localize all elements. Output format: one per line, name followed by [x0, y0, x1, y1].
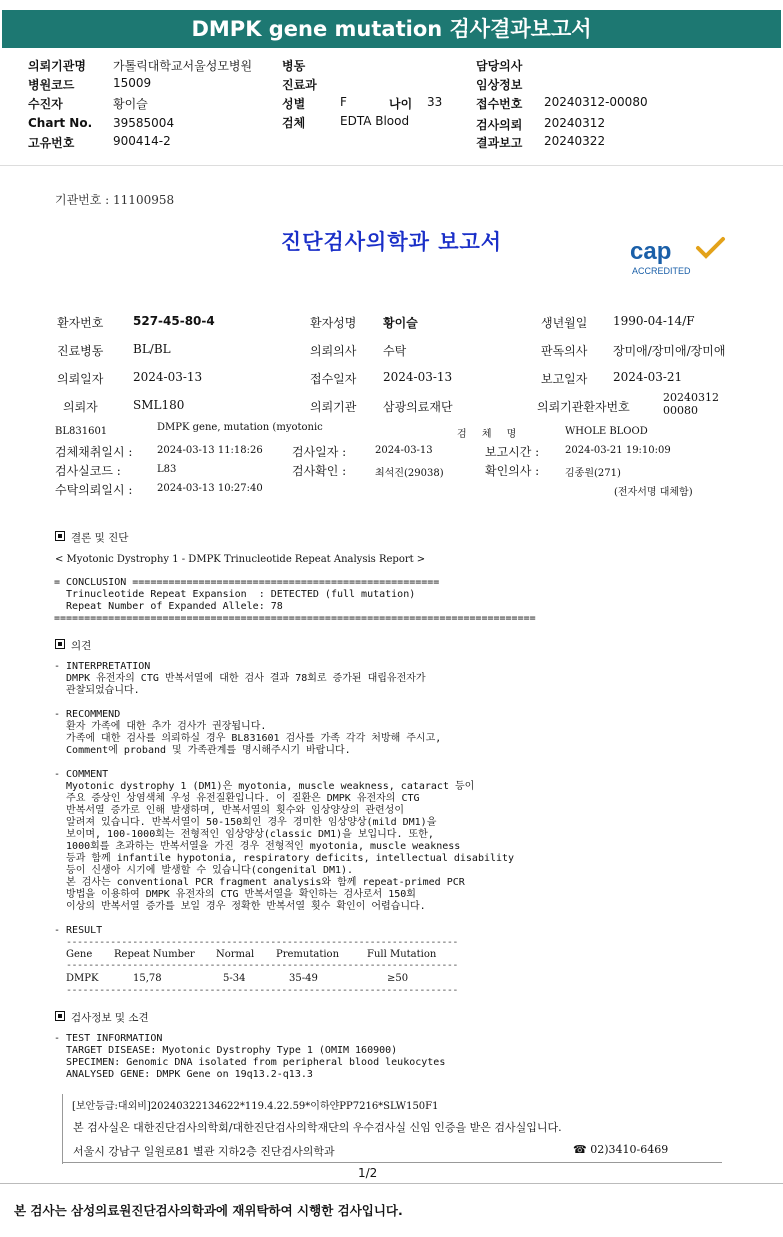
field-label: 의뢰기관환자번호 [537, 400, 630, 414]
result-header-normal: Normal [216, 949, 255, 960]
section-heading: 검사정보 및 소견 [55, 1010, 149, 1025]
result-cell: 15,78 [133, 973, 162, 984]
field-value: 최석진(29038) [375, 468, 444, 479]
footer-note: 본 검사는 삼성의료원진단검사의학과에 재위탁하여 시행한 검사입니다. [14, 1203, 403, 1218]
interpretation-block: - INTERPRETATION DMPK 유전자의 CTG 반복서열에 대한 검사 결과 78회로 증가된 대립유전자가 관찰되었습니다. [54, 661, 426, 696]
result-header-gene: Gene [66, 949, 93, 960]
field-label: 환자성명 [310, 316, 357, 330]
result-rule: ----------------------------------------------------------------------- [66, 985, 458, 996]
field-value: 2024-03-13 10:27:40 [157, 483, 263, 494]
field-value: 2024-03-13 [383, 370, 453, 384]
comment-block: - COMMENT Myotonic dystrophy 1 (DM1)은 myotonia, muscle weakness, cataract 등이 주요 증상인 상염색체 우성 유전질환입니다. 이 질환은 DMPK 유전자의 CTG 반복서열 증가로 인해 발생하며, 반복서열의 횟수와 임상양상의 관련성이 알려져 있습니다. 반복서열이 50-150회인 경우 경미한 임상양상(mild DM1)을 보이며, 100-1000회는 전형적인 임상양상(classic DM1)을 보입니다. 또한, 1000회를 초과하는 반복서열을 가진 경우 전형적인 myotonia, muscle weakness 등과 함께 infantile hypotonia, respiratory deficits, intellectual disability 등이 신생아 시기에 발생할 수 있습니다(congenital DM1). 본 검사는 conventional PCR fragment analysis와 함께 repeat-primed PCR 방법을 이용하여 DMPK 유전자의 CTG 반복서열을 확인하는 검사로서 150회 이상의 반복서열 증가를 보일 경우 정확한 반복서열 횟수 확인이 어렵습니다. [54, 769, 515, 912]
field-value: 2024-03-13 [133, 370, 203, 384]
test-name: DMPK gene, mutation (myotonic [157, 422, 323, 433]
header-value: 가톨릭대학교서울성모병원 [113, 59, 253, 73]
field-value: 김종원(271) [565, 468, 621, 479]
field-value: 장미애/장미애/장미애 [613, 344, 726, 358]
institution-number: 기관번호 : 11100958 [55, 193, 175, 207]
field-value: 2024-03-13 [375, 445, 433, 456]
result-cell: DMPK [66, 973, 99, 984]
field-label: 검체채취일시 : [55, 445, 133, 459]
header-label: 진료과 [282, 78, 317, 92]
header-label: 접수번호 [476, 97, 523, 111]
header-value: 900414-2 [113, 134, 171, 148]
result-cell: 5-34 [223, 973, 246, 984]
field-label: 의뢰자 [63, 400, 98, 414]
header-label: 병원코드 [28, 78, 75, 92]
field-label: 진료병동 [57, 344, 104, 358]
recommend-block: - RECOMMEND 환자 가족에 대한 추가 검사가 권장됩니다. 가족에 대한 검사를 의뢰하실 경우 BL831601 검사를 가족 각각 처방해 주시고, Comment에 proband 및 가족관계를 명시해주시기 바랍니다. [54, 709, 442, 756]
address: 서울시 강남구 일원로81 별관 지하2층 진단검사의학과 [73, 1145, 335, 1158]
field-value: 2024-03-13 11:18:26 [157, 445, 263, 456]
field-value: SML180 [133, 398, 185, 412]
field-value: L83 [157, 464, 177, 475]
header-label: 병동 [282, 59, 306, 73]
result-cell: ≥50 [387, 973, 409, 984]
field-value: BL/BL [133, 342, 171, 356]
conclusion-block: = CONCLUSION =================================================== Trinucleotide Repeat Expansion : DETECTED (full mutation) Repeat Number of Expanded Allele: 78 ================================================================================ [54, 577, 536, 624]
header-value: F [340, 95, 347, 109]
cap-text: cap [630, 238, 672, 265]
result-label: - RESULT [54, 925, 103, 936]
field-label: 의뢰의사 [310, 344, 357, 358]
result-header-repeat: Repeat Number [114, 949, 195, 960]
header-value: 20240322 [544, 134, 606, 148]
field-value: 527-45-80-4 [133, 314, 215, 328]
header-label: 검사의뢰 [476, 118, 523, 132]
square-bullet-icon [55, 1011, 65, 1021]
header-value: 33 [427, 95, 443, 109]
header-label: 검체 [282, 116, 306, 130]
header-label: 담당의사 [476, 59, 523, 73]
footer-border [62, 1094, 63, 1164]
field-label: 검사확인 : [292, 464, 347, 478]
header-label: Chart No. [28, 116, 93, 130]
field-label: 보고시간 : [485, 445, 540, 459]
field-label: 의뢰기관 [310, 400, 357, 414]
header-label: 의뢰기관명 [28, 59, 86, 73]
header-label: 고유번호 [28, 136, 75, 150]
section-heading: 결론 및 진단 [55, 530, 128, 545]
report-header: < Myotonic Dystrophy 1 - DMPK Trinucleotide Repeat Analysis Report > [55, 554, 426, 565]
result-header-premutation: Premutation [276, 949, 340, 960]
certification: 본 검사실은 대한진단검사의학회/대한진단검사의학재단의 우수검사실 신임 인증을 받은 검사실입니다. [73, 1121, 562, 1134]
field-value: 2024-03-21 [613, 370, 683, 384]
header-value: 황이슬 [113, 97, 148, 111]
result-rule: ----------------------------------------------------------------------- [66, 960, 458, 971]
field-value: 2024-03-21 19:10:09 [565, 445, 671, 456]
field-label: 확인의사 : [485, 464, 540, 478]
field-label: 보고일자 [541, 372, 588, 386]
header-value: 39585004 [113, 116, 175, 130]
field-label: 생년월일 [541, 316, 588, 330]
field-label: 의뢰일자 [57, 372, 104, 386]
specimen-value: WHOLE BLOOD [565, 426, 648, 437]
security-line: [보안등급:대외비]20240322134622*119.4.22.59*이하얀PP7216*SLW150F1 [72, 1101, 439, 1112]
phone: ☎ 02)3410-6469 [573, 1143, 669, 1156]
header-value: 20240312-00080 [544, 95, 648, 109]
section-heading: 의견 [55, 638, 91, 653]
esign-note: (전자서명 대체함) [614, 487, 693, 498]
cap-logo [628, 236, 728, 280]
result-cell: 35-49 [289, 973, 318, 984]
test-code: BL831601 [55, 426, 108, 437]
header-value: 15009 [113, 76, 152, 90]
result-header-full: Full Mutation [367, 949, 437, 960]
header-label: 임상정보 [476, 78, 523, 92]
result-rule: ----------------------------------------------------------------------- [66, 937, 458, 948]
specimen-label: 검 체 명 [457, 429, 517, 440]
header-label: 결과보고 [476, 136, 523, 150]
header-value: EDTA Blood [340, 114, 410, 128]
footer-rule [62, 1162, 722, 1163]
field-value: 1990-04-14/F [613, 314, 695, 328]
field-value: 삼광의료재단 [383, 400, 453, 414]
test-info-block: - TEST INFORMATION TARGET DISEASE: Myotonic Dystrophy Type 1 (OMIM 160900) SPECIMEN: Genomic DNA isolated from peripheral blood leukocytes ANALYSED GENE: DMPK Gene on 19q13.2-q13.3 [54, 1033, 446, 1080]
field-label: 수탁의뢰일시 : [55, 483, 133, 497]
header-label: 나이 [389, 97, 413, 111]
field-label: 검사일자 : [292, 445, 347, 459]
field-value: 수탁 [383, 344, 407, 358]
field-label: 접수일자 [310, 372, 357, 386]
field-value: 2024031200080 [663, 391, 719, 417]
field-label: 검사실코드 : [55, 464, 121, 478]
document-title: DMPK gene mutation 검사결과보고서 [2, 10, 781, 48]
header-label: 성별 [282, 97, 306, 111]
square-bullet-icon [55, 639, 65, 649]
cap-accredited-text: ACCREDITED [632, 266, 691, 276]
divider [0, 165, 783, 166]
field-value: 황이슬 [383, 316, 418, 330]
header-label: 수진자 [28, 97, 63, 111]
square-bullet-icon [55, 531, 65, 541]
report-title: 진단검사의학과 보고서 [280, 229, 503, 254]
field-label: 판독의사 [541, 344, 588, 358]
divider [0, 1183, 783, 1184]
page-number: 1/2 [358, 1166, 378, 1180]
header-value: 20240312 [544, 116, 606, 130]
field-label: 환자번호 [57, 316, 104, 330]
